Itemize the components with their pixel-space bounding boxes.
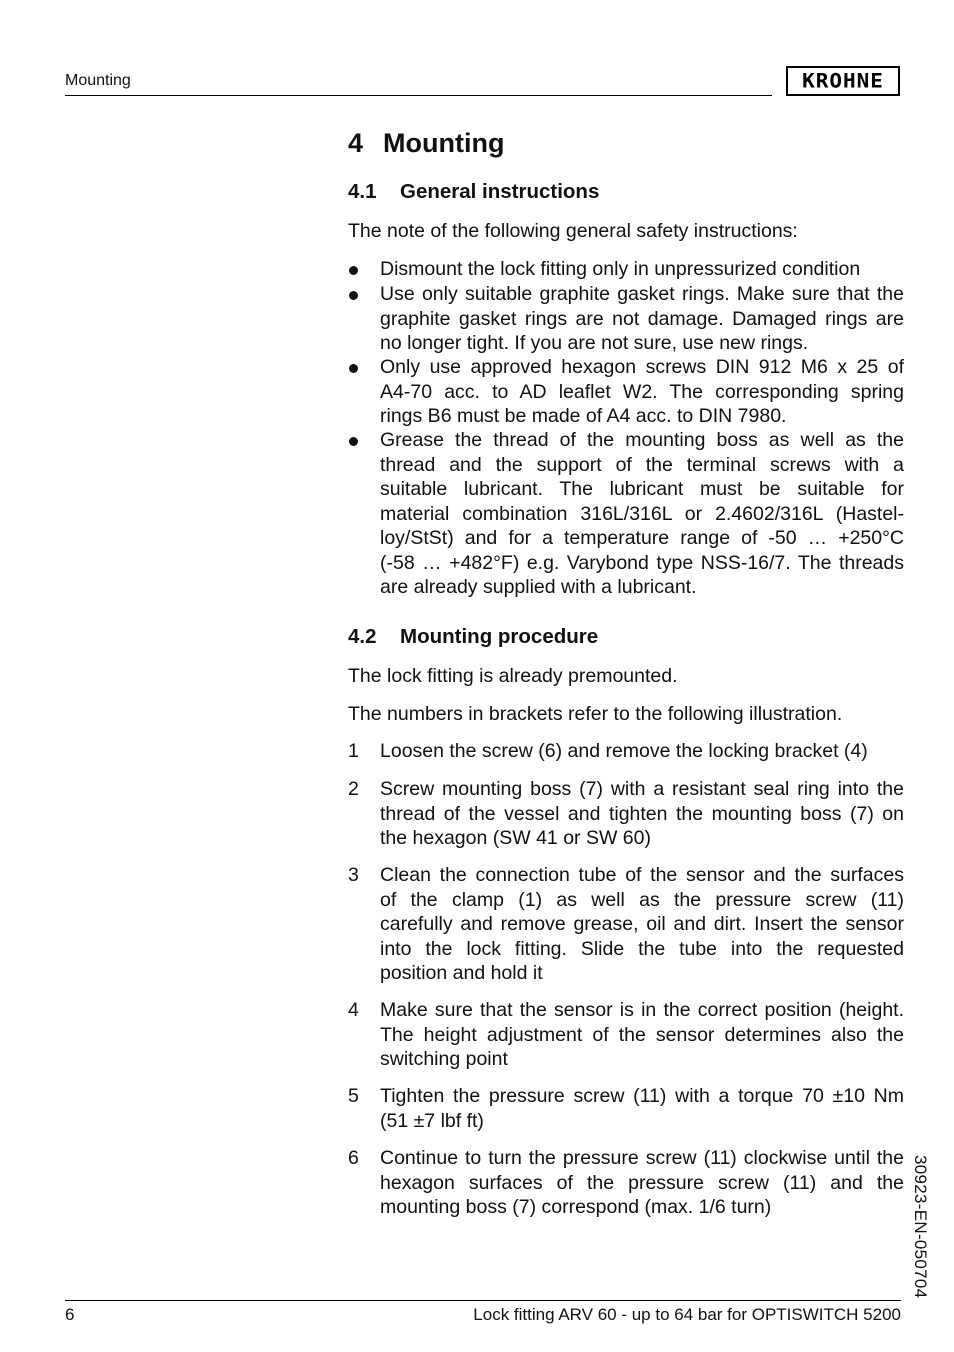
step-number: 2 (348, 778, 359, 800)
text-line: switching point (380, 1048, 508, 1070)
text-line: The height adjustment of the sensor determines also the (380, 1023, 904, 1046)
text-line: are already supplied with a lubricant. (380, 576, 697, 598)
procedure-step (348, 777, 904, 851)
step-number: 5 (348, 1085, 359, 1107)
general-intro: The note of the following general safety instructions: (348, 220, 798, 242)
text-line: Continue to turn the pressure screw (11) clockwise until the (380, 1147, 904, 1169)
page-number: 6 (65, 1305, 75, 1324)
step-number: 4 (348, 999, 359, 1021)
text-line: no longer tight. If you are not sure, use new rings. (380, 332, 809, 354)
text-line: Dismount the lock fitting only in unpressurized condition (380, 258, 861, 280)
krohne-logo: KROHNE (786, 66, 900, 96)
text-line: of the clamp (1) as well as the pressure screw (11) (380, 888, 904, 911)
text-line: Only use approved hexagon screws DIN 912 M6 x 25 of (380, 356, 904, 378)
text-line: position and hold it (380, 962, 543, 984)
text-line: loy/StSt) and for a temperature range of -50 … +250°C (380, 527, 904, 549)
bullet-item (348, 428, 904, 600)
bullet-marker (349, 364, 358, 373)
header-rule (65, 95, 772, 96)
bullet-marker (349, 266, 358, 275)
step-number: 3 (348, 864, 359, 886)
step-number: 1 (348, 740, 359, 762)
text-line: material combination 316L/316L or 2.4602/316L (Hastel- (380, 502, 904, 525)
bullet-marker (349, 291, 358, 300)
text-line: Make sure that the sensor is in the correct position (height. (380, 999, 904, 1021)
text-line: Clean the connection tube of the sensor and the surfaces (380, 864, 904, 886)
section-heading-general: 4.1 General instructions (348, 180, 600, 203)
bullet-marker (349, 437, 358, 446)
text-line: carefully and remove grease, oil and dirt. Insert the sensor (380, 913, 904, 935)
procedure-step (348, 1084, 904, 1133)
text-line: into the lock fitting. Slide the tube into the requested (380, 937, 904, 960)
procedure-step (348, 739, 904, 764)
chapter-heading: 4 Mounting (348, 128, 505, 158)
text-line: thread and the support of the terminal screws with a (380, 453, 904, 476)
running-header: Mounting (65, 72, 131, 89)
procedure-step (348, 998, 904, 1072)
text-line: the hexagon (SW 41 or SW 60) (380, 827, 651, 849)
text-line: (51 ±7 lbf ft) (380, 1109, 484, 1132)
text-line: (-58 … +482°F) e.g. Varybond type NSS-16/7. The threads (380, 551, 904, 574)
section-heading-procedure: 4.2 Mounting procedure (348, 625, 599, 648)
text-line: thread of the vessel and tighten the mounting boss (7) on (380, 802, 904, 825)
text-line: Tighten the pressure screw (11) with a torque 70 ±10 Nm (380, 1085, 904, 1107)
procedure-para-1: The lock fitting is already premounted. (348, 665, 678, 687)
text-line: hexagon surfaces of the pressure screw (11) and the (380, 1171, 904, 1194)
procedure-step (348, 1146, 904, 1220)
text-line: suitable lubricant. The lubricant must be suitable for (380, 478, 904, 500)
text-line: rings B6 must be made of A4 acc. to DIN 7980. (380, 405, 787, 427)
text-line: A4-70 acc. to AD leaflet W2. The corresponding spring (380, 380, 904, 403)
bullet-item (348, 355, 904, 429)
text-line: mounting boss (7) correspond (max. 1/6 turn) (380, 1196, 772, 1218)
text-line: Use only suitable graphite gasket rings. Make sure that the (380, 283, 904, 305)
text-line: Grease the thread of the mounting boss as well as the (380, 429, 904, 451)
footer-rule (65, 1300, 901, 1301)
document-id: 30923-EN-050704 (911, 1155, 930, 1299)
text-line: Loosen the screw (6) and remove the locking bracket (4) (380, 740, 868, 762)
bullet-item (348, 282, 904, 356)
bullet-item (348, 257, 904, 282)
text-line: graphite gasket rings are not damage. Damaged rings are (380, 307, 904, 330)
procedure-step (348, 863, 904, 986)
procedure-para-2: The numbers in brackets refer to the following illustration. (348, 703, 843, 725)
text-line: Screw mounting boss (7) with a resistant seal ring into the (380, 778, 904, 800)
footer-title: Lock fitting ARV 60 - up to 64 bar for OPTISWITCH 5200 (473, 1305, 901, 1324)
step-number: 6 (348, 1147, 359, 1169)
